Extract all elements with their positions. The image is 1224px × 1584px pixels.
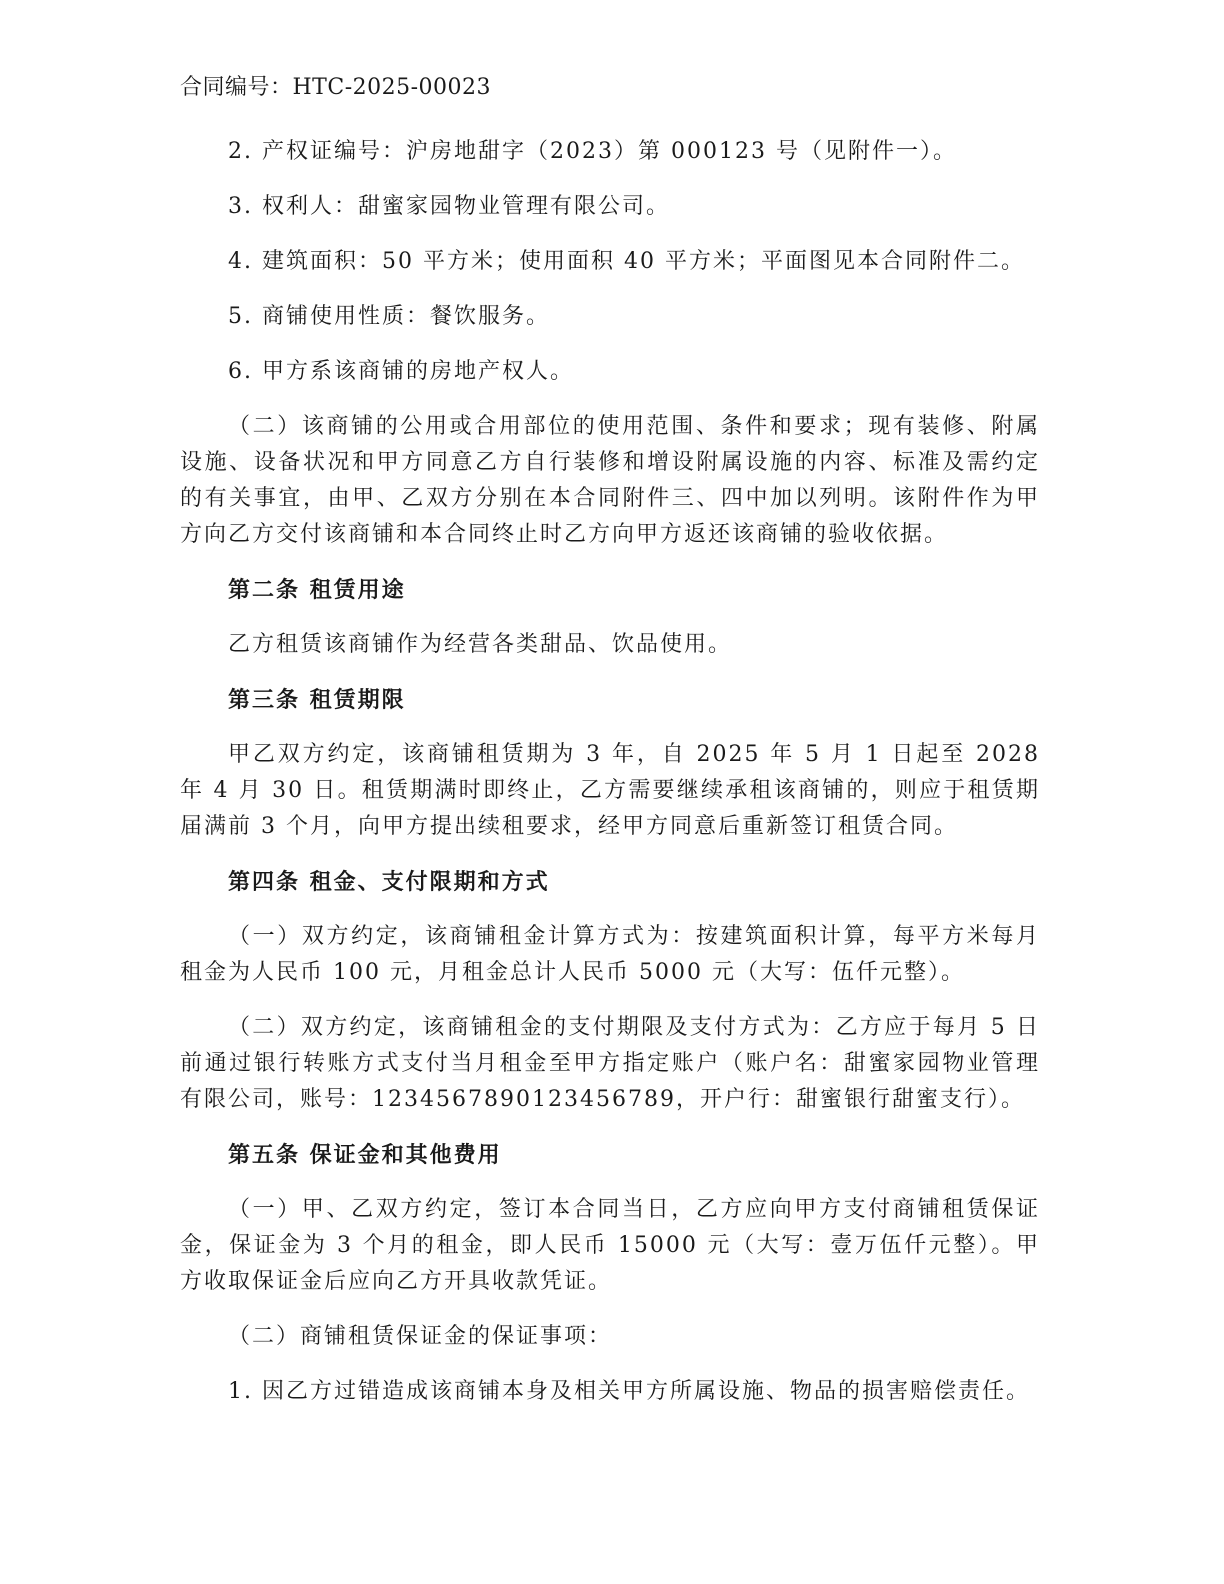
clause-paragraph-deposit-scope: （二）商铺租赁保证金的保证事项： — [228, 1324, 613, 1349]
clause-item-area: 4. 建筑面积：50 平方米；使用面积 40 平方米；平面图见本合同附件二。 — [228, 249, 1025, 274]
clause-paragraph-purpose: 乙方租赁该商铺作为经营各类甜品、饮品使用。 — [228, 632, 733, 657]
contract-number: 合同编号：HTC-2025-00023 — [180, 75, 492, 100]
clause-paragraph-rent-calc: （一）双方约定，该商铺租金计算方式为：按建筑面积计算，每平方米每月租金为人民币 100 元，月租金总计人民币 5000 元（大写：伍仟元整）。 — [180, 924, 1040, 985]
clause-paragraph-common-areas: （二）该商铺的公用或合用部位的使用范围、条件和要求；现有装修、附属设施、设备状况和甲方同意乙方自行装修和增设附属设施的内容、标准及需约定的有关事宜，由甲、乙双方分别在本合同附件三、四中加以列明。该附件作为甲方向乙方交付该商铺和本合同终止时乙方向甲方返还该商铺的验收依据。 — [180, 414, 1040, 547]
article-heading-rent: 第四条 租金、支付限期和方式 — [228, 869, 550, 895]
clause-item-damage-liability: 1. 因乙方过错造成该商铺本身及相关甲方所属设施、物品的损害赔偿责任。 — [228, 1379, 1030, 1404]
clause-item-usage: 5. 商铺使用性质：餐饮服务。 — [228, 304, 550, 329]
article-heading-deposit: 第五条 保证金和其他费用 — [228, 1142, 502, 1168]
clause-item-owner: 3. 权利人：甜蜜家园物业管理有限公司。 — [228, 194, 670, 219]
clause-item-property-cert: 2. 产权证编号：沪房地甜字（2023）第 000123 号（见附件一）。 — [228, 139, 957, 164]
clause-item-ownership: 6. 甲方系该商铺的房地产权人。 — [228, 359, 574, 384]
contract-body — [180, 134, 1040, 1429]
clause-paragraph-rent-payment: （二）双方约定，该商铺租金的支付期限及支付方式为：乙方应于每月 5 日前通过银行转账方式支付当月租金至甲方指定账户（账户名：甜蜜家园物业管理有限公司，账号：1234567890123456789，开户行：甜蜜银行甜蜜支行）。 — [180, 1015, 1040, 1112]
article-heading-term: 第三条 租赁期限 — [228, 687, 406, 713]
clause-paragraph-deposit: （一）甲、乙双方约定，签订本合同当日，乙方应向甲方支付商铺租赁保证金，保证金为 3 个月的租金，即人民币 15000 元（大写：壹万伍仟元整）。甲方收取保证金后应向乙方开具收款凭证。 — [180, 1197, 1040, 1294]
clause-paragraph-term: 甲乙双方约定，该商铺租赁期为 3 年，自 2025 年 5 月 1 日起至 2028 年 4 月 30 日。租赁期满时即终止，乙方需要继续承租该商铺的，则应于租赁期届满前 3 个月，向甲方提出续租要求，经甲方同意后重新签订租赁合同。 — [180, 742, 1040, 839]
article-heading-purpose: 第二条 租赁用途 — [228, 577, 406, 603]
